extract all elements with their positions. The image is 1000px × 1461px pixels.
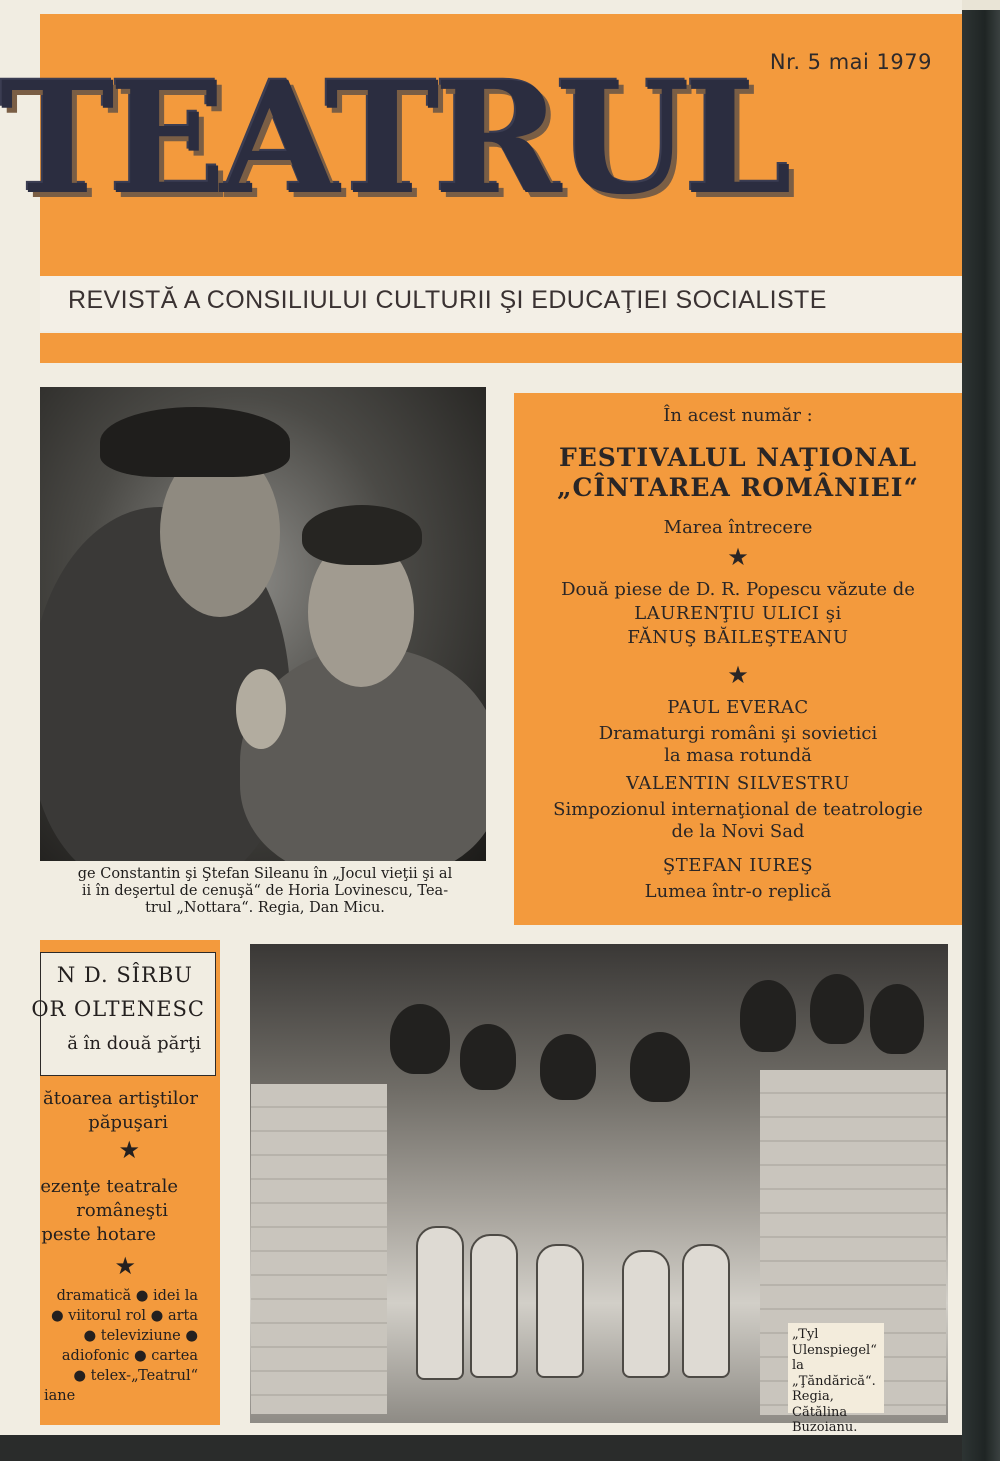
masthead-subtitle: REVISTĂ A CONSILIULUI CULTURII ŞI EDUCAŢIEI SOCIALISTE (68, 286, 827, 314)
actor-hand (236, 669, 286, 749)
contents-item: Marea întrecere (663, 517, 813, 538)
sidebar-contents (31, 940, 220, 1425)
sidebar-item: româneşti (76, 1200, 168, 1221)
puppet (416, 1226, 464, 1380)
sidebar-misc: ● viitorul rol ● arta (50, 1308, 198, 1324)
photo1-caption (40, 866, 490, 928)
masthead (0, 14, 962, 276)
star-icon: ★ (118, 1136, 140, 1164)
contents-item: Simpozionul internaţional de teatrologie (553, 799, 923, 820)
subtitle-band (40, 276, 962, 331)
contents-author: FĂNUŞ BĂILEŞTEANU (627, 627, 849, 648)
contents-author: VALENTIN SILVESTRU (626, 773, 850, 794)
sidebar-feature-box (31, 952, 216, 1076)
contents-item: Lumea într-o replică (644, 881, 832, 902)
sidebar-box-line: N D. SÎRBU (56, 963, 193, 987)
sidebar-misc: adiofonic ● cartea (61, 1348, 198, 1364)
contents-item: de la Novi Sad (671, 821, 805, 842)
sidebar-item: ezenţe teatrale (40, 1176, 178, 1197)
contents-author: LAURENŢIU ULICI şi (634, 603, 842, 624)
puppet (622, 1250, 670, 1378)
star-icon: ★ (727, 543, 749, 571)
photo2-caption-line: Cătălina (792, 1404, 848, 1420)
puppeteer-figure (460, 1024, 516, 1090)
binding-spine (962, 10, 1000, 1461)
sidebar-misc: dramatică ● idei la (56, 1288, 198, 1304)
photo2-caption-line: la „Ţăndărică“. (792, 1358, 876, 1389)
sidebar-box-line: ă în două părţi (67, 1033, 201, 1054)
photo1-caption-line: ge Constantin şi Ştefan Sileanu în „Jocul vieţii şi al (77, 866, 453, 882)
sidebar-item: peste hotare (41, 1224, 156, 1245)
puppeteer-figure (870, 984, 924, 1054)
stage-wall-left (251, 1084, 387, 1414)
puppet (470, 1234, 518, 1378)
puppeteer-figure (540, 1034, 596, 1100)
contents-item: Dramaturgi români şi sovietici (598, 723, 878, 744)
contents-headline: „CÎNTAREA ROMÂNIEI“ (557, 473, 919, 502)
actor-hat (100, 407, 290, 477)
bottom-binding-edge (0, 1435, 962, 1461)
contents-author: PAUL EVERAC (667, 697, 809, 718)
star-icon: ★ (727, 661, 749, 689)
sidebar-item: ătoarea artiştilor (43, 1088, 198, 1109)
issue-number: Nr. 5 mai 1979 (769, 50, 932, 74)
sidebar-misc: iane (44, 1388, 76, 1404)
contents-headline: FESTIVALUL NAŢIONAL (558, 443, 918, 472)
photo2-caption (788, 1323, 884, 1435)
puppeteer-figure (390, 1004, 450, 1074)
orange-divider (40, 333, 962, 363)
puppet (682, 1244, 730, 1378)
masthead-logo: TEATRUL (0, 48, 787, 229)
contents-box (514, 393, 962, 925)
photo1-caption-line: ii în deşertul de cenuşă“ de Horia Lovinescu, Tea- (81, 883, 449, 899)
photo2-caption-line: „Tyl Ulenspiegel“ (792, 1327, 877, 1358)
theatre-photo-actors (40, 387, 486, 861)
sidebar-box-line: OR OLTENESC (31, 997, 205, 1021)
puppeteer-figure (810, 974, 864, 1044)
star-icon: ★ (114, 1252, 136, 1280)
contents-author: ŞTEFAN IUREŞ (662, 855, 814, 876)
photo2-caption-line: Buzoianu. (792, 1420, 858, 1435)
puppet (536, 1244, 584, 1378)
puppeteer-figure (630, 1032, 690, 1102)
contents-item: la masa rotundă (664, 745, 812, 766)
photo1-caption-line: trul „Nottara“. Regia, Dan Micu. (145, 900, 385, 916)
contents-item: Două piese de D. R. Popescu văzute de (561, 579, 915, 600)
actor-hair-right (302, 505, 422, 565)
sidebar-item: păpuşari (88, 1112, 168, 1133)
photo2-caption-line: Regia, (792, 1389, 834, 1404)
contents-intro: În acest număr : (663, 405, 813, 426)
puppeteer-figure (740, 980, 796, 1052)
sidebar-misc: ● telex-„Teatrul“ (73, 1368, 198, 1384)
sidebar-misc: ● televiziune ● (83, 1328, 198, 1344)
